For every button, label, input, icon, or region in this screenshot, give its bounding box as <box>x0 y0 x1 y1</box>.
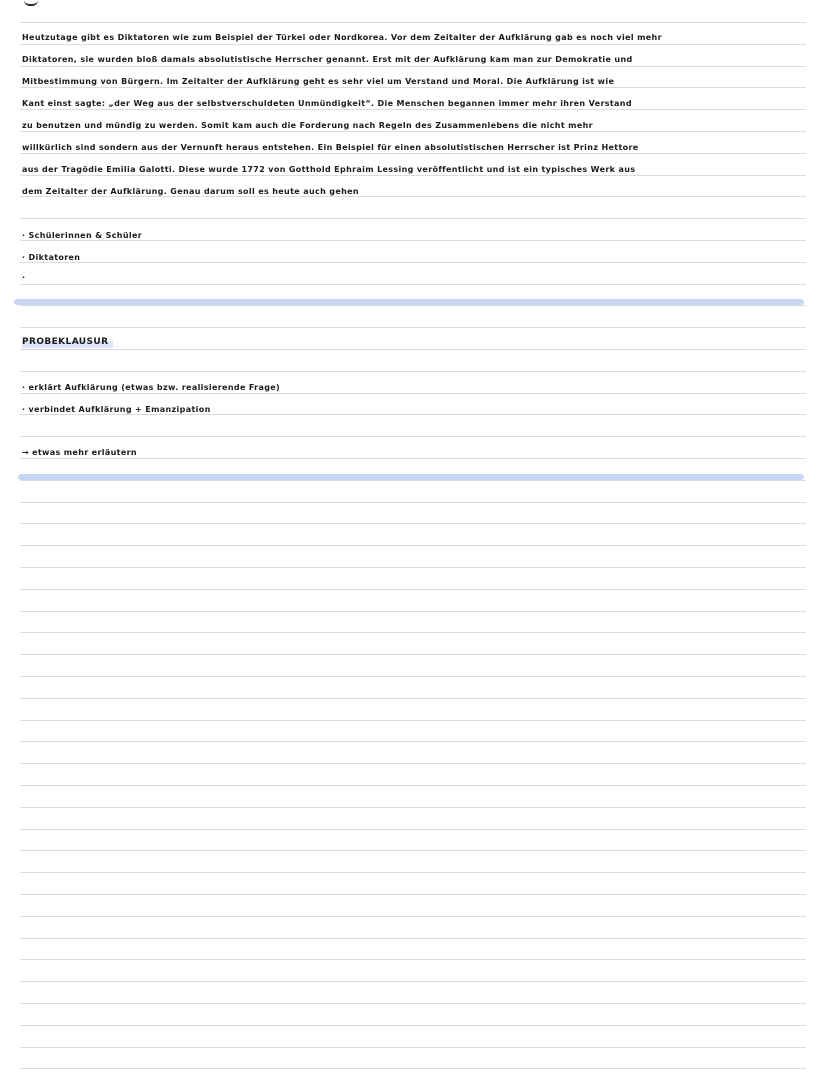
ruled-line <box>20 698 806 699</box>
paragraph-line-3: Mitbestimmung von Bürgern. Im Zeitalter der Aufklärung geht es sehr viel um Verstand und Moral. Die Aufklärung ist wie <box>22 77 615 86</box>
section-item-1: · erklärt Aufklärung (etwas bzw. realisierende Frage) <box>22 383 281 392</box>
ruled-line <box>20 850 806 851</box>
ruled-line <box>20 632 806 633</box>
top-pen-mark <box>24 0 38 6</box>
ruled-line <box>20 458 806 459</box>
paragraph-line-2: Diktatoren, sie wurden bloß damals absolutistische Herrscher genannt. Erst mit der Aufklärung kam man zur Demokratie und <box>22 55 633 64</box>
ruled-line <box>20 829 806 830</box>
ruled-line <box>20 741 806 742</box>
section-note <box>22 447 137 459</box>
paragraph-line-1: Heutzutage gibt es Diktatoren wie zum Beispiel der Türkei oder Nordkorea. Vor dem Zeitalter der Aufklärung gab es noch viel mehr <box>22 33 662 42</box>
paragraph-line-7: aus der Tragödie Emilia Galotti. Diese wurde 1772 von Gotthold Ephraim Lessing veröffentlicht und ist ein typisches Werk aus <box>22 165 636 174</box>
ruled-line <box>20 305 806 306</box>
section-note-text: etwas mehr erläutern <box>32 448 137 457</box>
ruled-line <box>20 218 806 219</box>
bullet-item-1: · Schülerinnen & Schüler <box>22 231 143 240</box>
ruled-line <box>20 436 806 437</box>
section-divider-1 <box>14 299 804 305</box>
section-item-2: · verbindet Aufklärung + Emanzipation <box>22 405 211 414</box>
ruled-line <box>20 785 806 786</box>
ruled-line <box>20 523 806 524</box>
ruled-line <box>20 981 806 982</box>
ruled-line <box>20 872 806 873</box>
ruled-line <box>20 22 806 23</box>
ruled-line <box>20 654 806 655</box>
bullet-item-2: · Diktatoren <box>22 253 81 262</box>
ruled-line <box>20 1025 806 1026</box>
ruled-line <box>20 502 806 503</box>
ruled-line <box>20 1003 806 1004</box>
ruled-line <box>20 720 806 721</box>
ruled-line <box>20 611 806 612</box>
ruled-line <box>20 763 806 764</box>
ruled-line <box>20 938 806 939</box>
ruled-line <box>20 959 806 960</box>
section-divider-2 <box>18 474 804 480</box>
paragraph-line-4: Kant einst sagte: „der Weg aus der selbstverschuldeten Unmündigkeit“. Die Menschen begannen immer mehr ihren Verstand <box>22 99 632 108</box>
ruled-line <box>20 371 806 372</box>
section-heading: PROBEKLAUSUR <box>22 336 113 348</box>
ruled-line <box>20 262 806 263</box>
ruled-line <box>20 676 806 677</box>
ruled-line <box>20 1047 806 1048</box>
ruled-line <box>20 807 806 808</box>
paragraph-line-6: willkürlich sind sondern aus der Vernunft heraus entstehen. Ein Beispiel für einen absolutistischen Herrscher ist Prinz Hettore <box>22 143 639 152</box>
ruled-line <box>20 284 806 285</box>
ruled-line <box>20 589 806 590</box>
ruled-line <box>20 1068 806 1069</box>
ruled-line <box>20 66 806 67</box>
arrow-right-icon: → <box>22 448 30 457</box>
bullet-item-3: · <box>22 273 26 282</box>
ruled-line <box>20 894 806 895</box>
ruled-line <box>20 480 806 481</box>
paragraph-line-5: zu benutzen und mündig zu werden. Somit kam auch die Forderung nach Regeln des Zusammenlebens die nicht mehr <box>22 121 593 130</box>
ruled-line <box>20 545 806 546</box>
ruled-line <box>20 916 806 917</box>
ruled-line <box>20 327 806 328</box>
ruled-line <box>20 44 806 45</box>
paragraph-line-8: dem Zeitalter der Aufklärung. Genau darum soll es heute auch gehen <box>22 187 359 196</box>
ruled-line <box>20 349 806 350</box>
ruled-line <box>20 567 806 568</box>
